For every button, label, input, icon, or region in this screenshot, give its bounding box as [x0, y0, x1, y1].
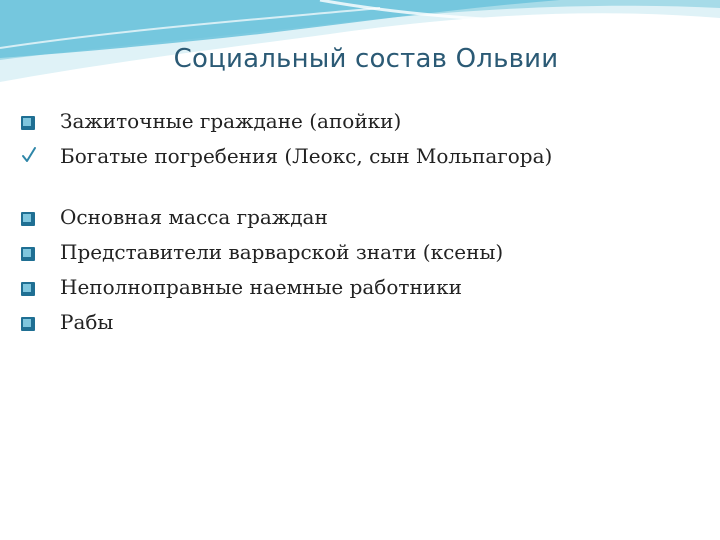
bullet-item: [20, 106, 710, 141]
square-bullet-icon: [20, 246, 36, 262]
bullet-list: [20, 106, 710, 342]
slide-title: Социальный состав Ольвии: [173, 44, 559, 74]
bullet-item: [20, 307, 710, 342]
checkmark-icon: [21, 146, 37, 164]
square-bullet-icon: [20, 316, 36, 332]
bullet-item: [20, 272, 710, 307]
square-bullet-icon: [20, 281, 36, 297]
bullet-text: Основная масса граждан: [60, 205, 328, 229]
bullet-text: Рабы: [60, 310, 114, 334]
bullet-text: Неполноправные наемные работники: [60, 275, 462, 299]
bullet-item: [20, 202, 710, 237]
bullet-item: [20, 237, 710, 272]
square-bullet-icon: [20, 115, 36, 131]
bullet-text: Зажиточные граждане (апойки): [60, 109, 402, 133]
square-bullet-icon: [20, 211, 36, 227]
bullet-text: Богатые погребения (Леокс, сын Мольпагора): [60, 144, 553, 168]
bullet-item: [20, 141, 710, 176]
bullet-text: Представители варварской знати (ксены): [60, 240, 504, 264]
